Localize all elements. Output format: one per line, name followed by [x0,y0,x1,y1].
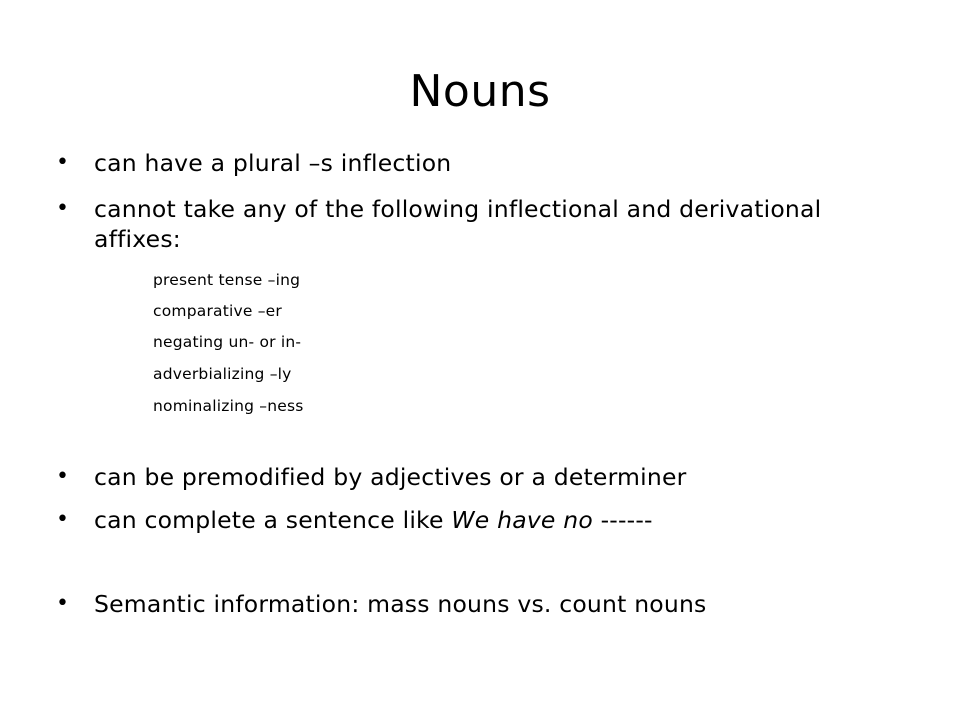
slide-title: Nouns [409,66,551,117]
sub-item: adverbializing –ly [153,365,292,383]
bullet-marker: • [56,150,70,175]
bullet-text: cannot take any of the following inflectional and derivational affixes: [94,195,822,253]
sub-item: negating un- or in- [153,333,302,351]
sub-item: comparative –er [153,302,282,320]
bullet-item [56,462,874,492]
bullet-text: can be premodified by adjectives or a determiner [94,463,687,491]
bullet-marker: • [56,464,70,489]
sub-item: nominalizing –ness [153,397,304,415]
sub-item: present tense –ing [153,271,301,289]
bullet-marker: • [56,591,70,616]
bullet-text [94,505,874,535]
bullet-text: can have a plural –s inflection [94,149,452,177]
bullet-item [56,194,874,254]
bullet-marker: • [56,507,70,532]
bullet-item [56,505,874,535]
bullet-text-prefix: can complete a sentence like [94,506,452,534]
bullet-item [56,589,874,619]
bullet-text-suffix: ------ [592,506,653,534]
bullet-text-italic: We have no [451,506,593,534]
bullet-text: Semantic information: mass nouns vs. count nouns [94,590,707,618]
bullet-marker: • [56,196,70,221]
bullet-item [56,148,874,178]
